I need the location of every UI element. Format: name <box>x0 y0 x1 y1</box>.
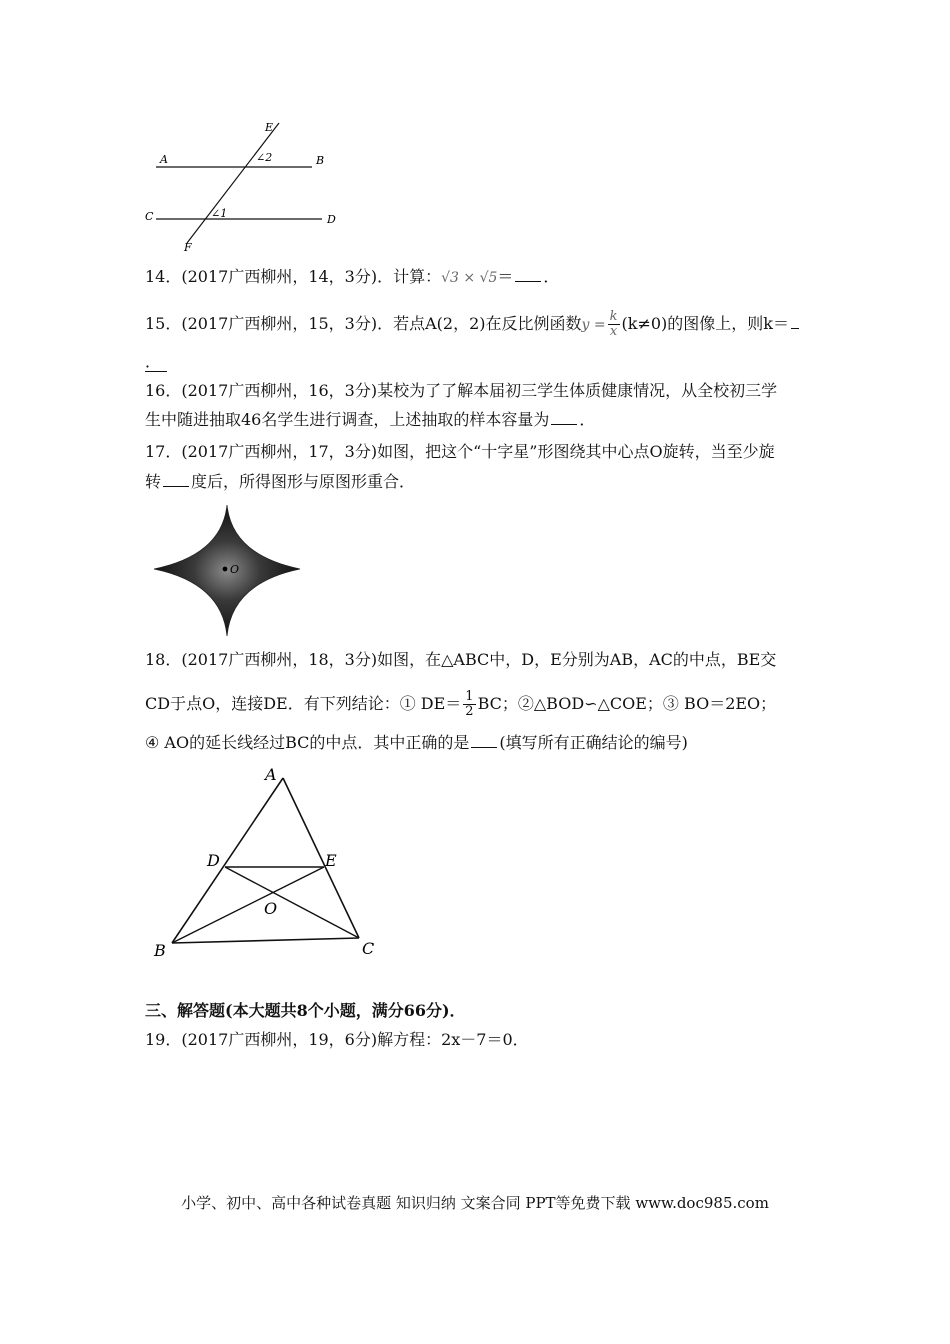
side-ab <box>172 778 283 943</box>
label-a: A <box>265 765 277 784</box>
q15-text: 15．(2017广西柳州，15，3分)．若点A(2，2)在反比例函数 <box>145 314 582 333</box>
q19-text: 19．(2017广西柳州，19，6分)解方程：2x－7＝0． <box>145 1030 529 1049</box>
q16-answer-blank[interactable] <box>551 410 577 425</box>
label-b: B <box>316 154 325 167</box>
segment-cd <box>225 867 359 938</box>
section-3-heading <box>145 1001 466 1021</box>
question-16-line2 <box>145 410 595 430</box>
question-17-line2 <box>145 472 415 492</box>
label-angle1: ∠1 <box>211 207 228 220</box>
q15-cont: ． <box>145 352 167 372</box>
q16-end: ． <box>579 410 596 429</box>
label-e: E <box>265 121 274 134</box>
label-b: B <box>154 941 166 960</box>
label-d: D <box>207 851 220 870</box>
question-18-line2 <box>145 690 776 719</box>
q15-continuation <box>145 352 167 372</box>
label-o: O <box>264 899 278 918</box>
label-d: D <box>327 213 336 226</box>
q15-frac-den: x <box>609 324 618 339</box>
q18-answer-blank[interactable] <box>471 733 497 748</box>
page-footer <box>0 1192 950 1213</box>
q14-equals: ＝ <box>497 267 514 286</box>
label-a: A <box>160 153 168 166</box>
question-18-line1 <box>145 650 776 670</box>
star-center-dot <box>223 567 228 572</box>
label-f: F <box>184 241 192 254</box>
q18-line1: 18．(2017广西柳州，18，3分)如图，在△ABC中，D，E分别为AB，AC的中点，BE交 <box>145 650 777 669</box>
section-3-heading-text: 三、解答题(本大题共8个小题，满分66分)． <box>145 1001 466 1020</box>
q18-line2-b: BC；②△BOD∽△COE；③ BO＝2EO； <box>477 694 777 713</box>
q14-answer-blank[interactable] <box>515 267 541 282</box>
q17-line2-a: 转 <box>145 472 162 491</box>
q14-end: ． <box>543 267 560 286</box>
q18-line2-a: CD于点O，连接DE．有下列结论：① DE＝ <box>145 694 462 713</box>
question-19 <box>145 1030 529 1050</box>
question-16-line1 <box>145 381 777 401</box>
q17-answer-blank[interactable] <box>163 472 189 487</box>
label-angle2: ∠2 <box>256 151 273 164</box>
q18-fraction <box>463 690 475 719</box>
parallel-lines-figure <box>140 115 350 255</box>
q18-frac-den: 2 <box>465 704 474 719</box>
star-center-label: O <box>230 563 240 576</box>
question-14 <box>145 267 559 288</box>
star-shape <box>154 505 300 636</box>
label-e: E <box>325 851 337 870</box>
q14-math: √3 × √5 <box>441 270 498 286</box>
label-c: C <box>145 210 154 223</box>
question-18-line3 <box>145 733 688 753</box>
question-15 <box>145 310 801 339</box>
q17-line1: 17．(2017广西柳州，17，3分)如图，把这个“十字星”形图绕其中心点O旋转，当至少旋 <box>145 442 775 461</box>
footer-text: 小学、初中、高中各种试卷真题 知识归纳 文案合同 PPT等免费下载 www.doc985.com <box>181 1194 769 1212</box>
q18-line3-a: ④ AO的延长线经过BC的中点．其中正确的是 <box>145 733 470 752</box>
q14-text: 14．(2017广西柳州，14，3分)．计算： <box>145 267 442 286</box>
q15-math-y: y = <box>581 317 606 333</box>
triangle-figure <box>145 760 385 965</box>
q15-fraction <box>608 310 620 339</box>
q18-frac-num: 1 <box>465 689 474 704</box>
q18-line3-b: (填写所有正确结论的编号) <box>499 733 688 752</box>
cross-star-figure <box>152 503 302 638</box>
q16-line1: 16．(2017广西柳州，16，3分)某校为了了解本届初三学生体质健康情况，从全校初三学 <box>145 381 778 400</box>
q15-answer-blank[interactable] <box>791 314 799 329</box>
side-ac <box>283 778 359 938</box>
side-bc <box>172 938 359 943</box>
q15-text-b: (k≠0)的图像上，则k＝ <box>621 314 789 333</box>
q16-line2: 生中随进抽取46名学生进行调查，上述抽取的样本容量为 <box>145 410 550 429</box>
q17-line2-b: 度后，所得图形与原图形重合． <box>191 472 416 491</box>
transversal-ef <box>187 123 279 243</box>
q15-frac-num: k <box>609 309 618 324</box>
question-17-line1 <box>145 442 775 462</box>
label-c: C <box>362 939 375 958</box>
